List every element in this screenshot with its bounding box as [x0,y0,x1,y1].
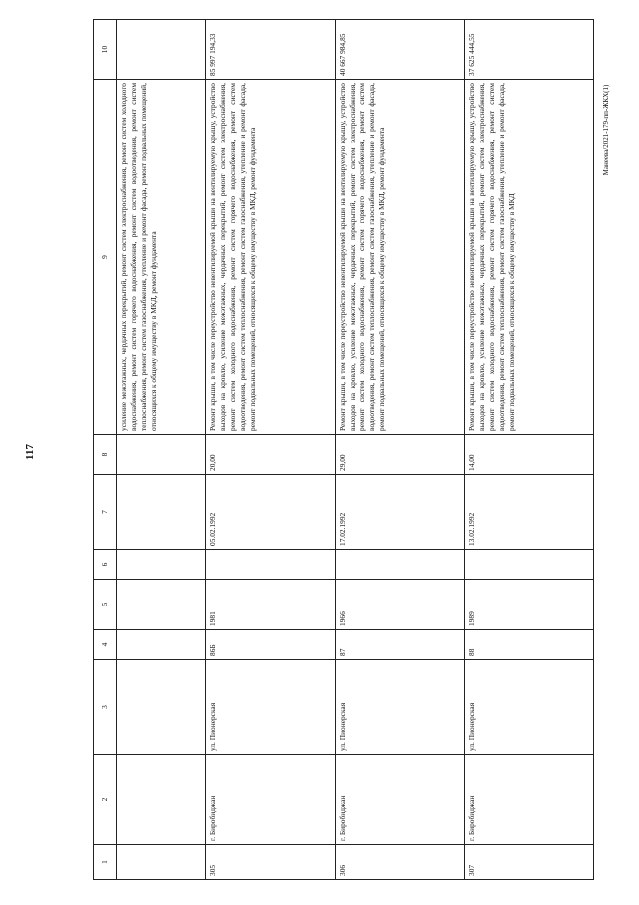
rotated-table-wrapper [93,20,594,880]
cell-empty [117,550,206,580]
city-cell: г. Биробиджан [206,755,335,845]
description-cell: Ремонт крыши, в том числе переустройство невентилируемой крыши на вентилируемую крышу, устройство выходов на кровлю, усиление межэтажных, чердачных перекрытий, ремонт систем электроснабжения, ремонт систем холодного водоснабжения, ремонт систем горячего водоснабжения, ремонт систем водоотведения, ремонт систем теплоснабжения, ремонт систем газоснабжения, утепление и ремонт фасада, ремонт подвальных помещений, относящихся к общему имуществу в МКД, ремонт фундамента [206,80,335,435]
cell-empty [117,660,206,755]
house-cell: 88 [464,630,593,660]
table-row [464,20,593,880]
year-cell: 1966 [335,580,464,630]
carryover-row [117,20,206,880]
cost-cell: 85 997 194,33 [206,20,335,80]
date-cell: 13.02.1992 [464,475,593,550]
page-number: 117 [24,444,36,460]
row-number: 307 [464,845,593,880]
city-cell: г. Биробиджан [335,755,464,845]
description-cell: Ремонт крыши, в том числе переустройство невентилируемой крыши на вентилируемую крышу, устройство выходов на кровлю, усиление межэтажных, чердачных перекрытий, ремонт систем электроснабжения, ремонт систем холодного водоснабжения, ремонт систем горячего водоснабжения, ремонт систем водоотведения, ремонт систем теплоснабжения, ремонт систем газоснабжения, утепление и ремонт фасада, ремонт подвальных помещений, относящихся к общему имуществу в МКД [464,80,593,435]
wear-cell: 20,00 [206,435,335,475]
date-cell: 05.02.1992 [206,475,335,550]
date-cell: 17.02.1992 [335,475,464,550]
carryover-description: усиление межэтажных, чердачных перекрытий, ремонт систем электроснабжения, ремонт систем холодного водоснабжения, ремонт систем горячего водоснабжения, ремонт систем водоотведения, ремонт систем теплоснабжения, ремонт систем газоснабжения, утепление и ремонт фасада, ремонт подвальных помещений, относящихся к общему имуществу в МКД, ремонт фундамента [117,80,206,435]
cell-empty [117,630,206,660]
capital-repair-table [93,19,594,880]
city-cell: г. Биробиджан [464,755,593,845]
column-header-8: 8 [94,435,117,475]
col6-cell [206,550,335,580]
column-header-6: 6 [94,550,117,580]
house-cell: 86Б [206,630,335,660]
description-cell: Ремонт крыши, в том числе переустройство невентилируемой крыши на вентилируемую крышу, устройство выходов на кровлю, усиление межэтажных, чердачных перекрытий, ремонт систем электроснабжения, ремонт систем холодного водоснабжения, ремонт систем горячего водоснабжения, ремонт систем водоотведения, ремонт систем теплоснабжения, ремонт систем газоснабжения, утепление и ремонт фасада, ремонт подвальных помещений, относящихся к общему имуществу в МКД, ремонт фундамента [335,80,464,435]
column-header-5: 5 [94,580,117,630]
row-number: 306 [335,845,464,880]
column-header-10: 10 [94,20,117,80]
cell-empty [117,845,206,880]
cell-empty [117,580,206,630]
document-footer: Манеева/2021-179-пп-ЖКХ(1) [602,84,610,176]
col6-cell [464,550,593,580]
row-number: 305 [206,845,335,880]
cell-empty [117,755,206,845]
cell-empty [117,475,206,550]
column-header-7: 7 [94,475,117,550]
house-cell: 87 [335,630,464,660]
column-header-2: 2 [94,755,117,845]
wear-cell: 14,00 [464,435,593,475]
street-cell: ул. Пионерская [206,660,335,755]
column-header-1: 1 [94,845,117,880]
street-cell: ул. Пионерская [335,660,464,755]
col6-cell [335,550,464,580]
column-header-9: 9 [94,80,117,435]
year-cell: 1989 [464,580,593,630]
cost-cell: 40 667 984,85 [335,20,464,80]
year-cell: 1981 [206,580,335,630]
table-row [206,20,335,880]
column-header-4: 4 [94,630,117,660]
table-row [335,20,464,880]
column-number-row [94,20,117,880]
column-header-3: 3 [94,660,117,755]
street-cell: ул. Пионерская [464,660,593,755]
cost-cell: 37 625 444,55 [464,20,593,80]
cell-empty [117,435,206,475]
cell-empty [117,20,206,80]
wear-cell: 29,00 [335,435,464,475]
